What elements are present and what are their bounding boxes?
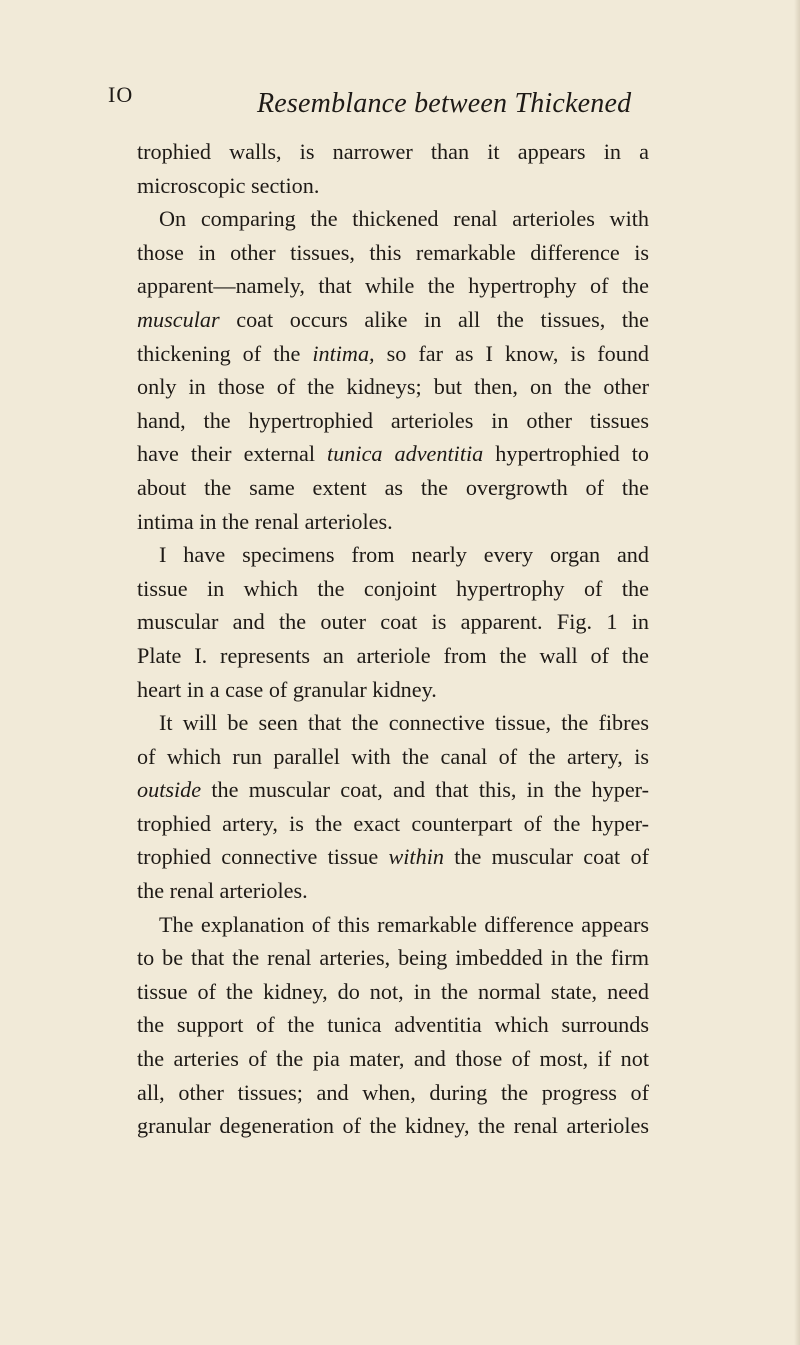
text-line (137, 975, 649, 1009)
text-segment: the support of the tunica adventitia which surrounds (137, 1012, 649, 1038)
text-line (137, 303, 649, 337)
text-segment: the muscular coat, and that this, in the hyper- (201, 777, 649, 803)
italic-text: intima, (312, 340, 375, 366)
text-segment: intima in the renal arterioles. (137, 508, 393, 534)
text-segment: hand, the hypertrophied arterioles in other tissues (137, 407, 649, 433)
text-line (137, 908, 649, 942)
text-line (137, 1008, 649, 1042)
text-segment: to be that the renal arteries, being imbedded in the firm (137, 945, 649, 971)
text-line (137, 572, 649, 606)
text-line (137, 337, 649, 371)
text-line (137, 269, 649, 303)
text-line (137, 840, 649, 874)
text-segment: the muscular coat of (443, 844, 650, 870)
page-number: IO (108, 82, 134, 107)
text-segment: It will be seen that the connective tissue, the fibres (159, 710, 649, 736)
text-segment: apparent—namely, that while the hypertrophy of the (137, 273, 649, 299)
body-text (137, 135, 649, 1143)
italic-text: outside (137, 777, 202, 803)
text-line (137, 505, 649, 539)
text-segment: have their external (137, 441, 328, 467)
italic-text: within (388, 844, 444, 870)
italic-text: tunica adventitia (327, 441, 484, 467)
text-segment: trophied walls, is narrower than it appears in a (137, 139, 649, 164)
italic-text: muscular (137, 306, 220, 332)
page-edge-shadow (794, 0, 800, 1345)
text-segment: the renal arterioles. (137, 878, 308, 904)
text-segment: microscopic section. (137, 172, 320, 198)
text-line (137, 370, 649, 404)
text-line (137, 807, 649, 841)
text-line (137, 471, 649, 505)
text-segment: thickening of the (137, 340, 313, 366)
text-segment: so far as I know, is found (374, 340, 650, 366)
text-segment: only in those of the kidneys; but then, on the other (137, 374, 649, 400)
text-line (137, 874, 649, 908)
text-line (137, 1076, 649, 1110)
text-line (137, 773, 649, 807)
text-line (137, 404, 649, 438)
running-title: Resemblance between Thickened (257, 88, 632, 119)
text-segment: those in other tissues, this remarkable difference is (137, 239, 649, 265)
text-line (137, 202, 649, 236)
text-line (137, 706, 649, 740)
text-line (137, 941, 649, 975)
text-line (137, 673, 649, 707)
text-segment: granular degeneration of the kidney, the renal arterioles (137, 1113, 649, 1139)
text-line (137, 1109, 649, 1143)
text-segment: trophied artery, is the exact counterpart of the hyper- (137, 810, 649, 836)
text-line (137, 437, 649, 471)
text-segment: On comparing the thickened renal arterioles with (159, 206, 649, 232)
text-segment: The explanation of this remarkable difference appears (159, 911, 649, 937)
text-segment: about the same extent as the overgrowth of the (137, 474, 649, 500)
text-segment: Plate I. represents an arteriole from the wall of the (137, 642, 649, 668)
text-line (137, 236, 649, 270)
text-line (137, 639, 649, 673)
text-segment: of which run parallel with the canal of the artery, is (137, 743, 649, 769)
text-segment: trophied connective tissue (137, 844, 389, 870)
text-segment: the arteries of the pia mater, and those of most, if not (137, 1046, 649, 1072)
text-segment: muscular and the outer coat is apparent. Fig. 1 in (137, 609, 649, 635)
text-segment: I have specimens from nearly every organ and (159, 542, 649, 568)
text-line (137, 169, 649, 203)
text-segment: tissue in which the conjoint hypertrophy of the (137, 575, 649, 601)
text-line (137, 605, 649, 639)
text-segment: hypertrophied to (483, 441, 649, 467)
text-line (137, 135, 649, 169)
text-segment: all, other tissues; and when, during the progress of (137, 1079, 649, 1105)
text-line (137, 538, 649, 572)
text-segment: heart in a case of granular kidney. (137, 676, 437, 702)
text-segment: tissue of the kidney, do not, in the normal state, need (137, 978, 649, 1004)
text-line (137, 740, 649, 774)
text-segment: coat occurs alike in all the tissues, the (219, 306, 649, 332)
text-line (137, 1042, 649, 1076)
